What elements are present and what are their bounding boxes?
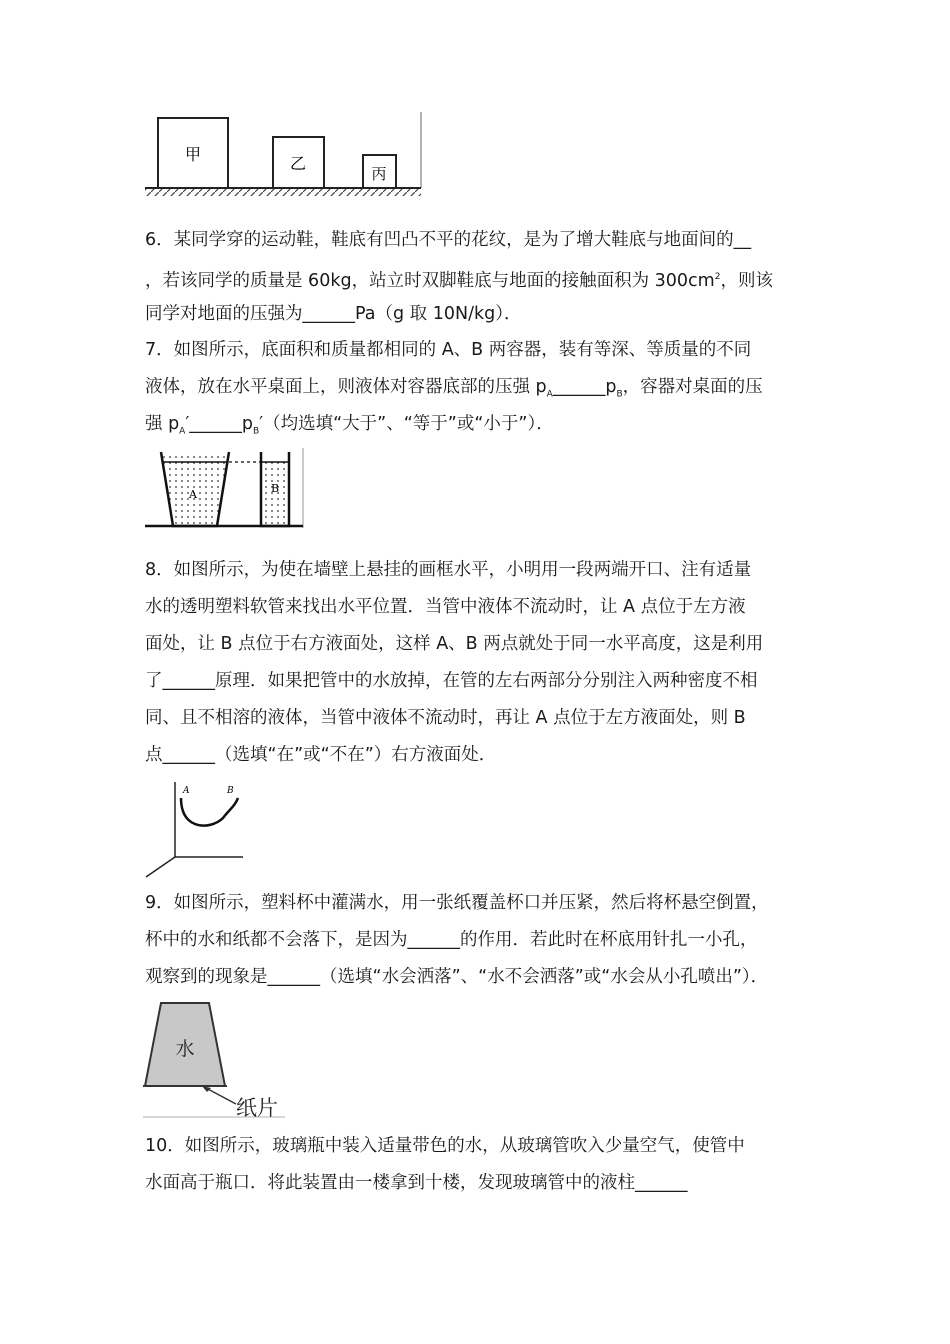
q8-line-6: 点______（选填“在”或“不在”）右方液面处．	[145, 745, 497, 765]
question-7	[145, 332, 815, 443]
blocks-figure	[143, 112, 425, 202]
question-10	[145, 1128, 815, 1202]
q10-line-1: 10．如图所示，玻璃瓶中装入适量带色的水，从玻璃管吹入少量空气，使管中	[145, 1136, 745, 1156]
q9-line-1: 9．如图所示，塑料杯中灌满水，用一张纸覆盖杯口并压紧，然后将杯悬空倒置，	[145, 893, 769, 913]
hose	[181, 798, 238, 826]
label-bing: 丙	[371, 165, 387, 183]
q9-line-2: 杯中的水和纸都不会落下，是因为______的作用．若此时在杯底用针扎一小孔，	[145, 930, 758, 950]
q6-line-2: ，若该同学的质量是 60kg，站立时双脚鞋底与地面的接触面积为 $300cm^2$，则该	[145, 270, 773, 291]
q8-line-1: 8．如图所示，为使在墙壁上悬挂的画框水平，小明用一段两端开口、注有适量	[145, 560, 752, 580]
q6-line-3: 同学对地面的压强为______Pa（g 取 10N/kg）．	[145, 304, 522, 324]
label-container-b: B	[271, 482, 280, 495]
containers-figure	[143, 448, 308, 533]
question-9	[145, 885, 815, 996]
question-6	[145, 222, 815, 333]
label-water: 水	[175, 1038, 195, 1060]
label-jia: 甲	[184, 145, 202, 164]
hose-figure	[143, 780, 248, 880]
q9-line-3: 观察到的现象是______（选填“水会洒落”、“水不会洒落”或“水会从小孔喷出”）．	[145, 967, 769, 987]
question-8	[145, 552, 815, 774]
label-point-b: B	[227, 786, 234, 796]
label-yi: 乙	[289, 154, 307, 173]
q8-line-4: 了______原理．如果把管中的水放掉，在管的左右两部分分别注入两种密度不相	[145, 671, 758, 691]
q8-line-2: 水的透明塑料软管来找出水平位置．当管中液体不流动时，让 A 点位于左方液	[145, 597, 746, 617]
cup-figure	[143, 997, 288, 1119]
q8-line-5: 同、且不相溶的液体，当管中液体不流动时，再让 A 点位于左方液面处，则 B	[145, 708, 746, 728]
q6-line-1: 6．某同学穿的运动鞋，鞋底有凹凸不平的花纹，是为了增大鞋底与地面间的__	[145, 230, 752, 250]
q10-line-2: 水面高于瓶口．将此装置由一楼拿到十楼，发现玻璃管中的液柱______	[145, 1173, 688, 1193]
q7-line-2: 液体，放在水平桌面上，则液体对容器底部的压强 $p_A\_\_\_\_\_\_p_B$，容器对桌面的压	[145, 377, 763, 400]
label-paper: 纸片	[236, 1096, 278, 1119]
q8-line-3: 面处，让 B 点位于右方液面处，这样 A、B 两点就处于同一水平高度，这是利用	[145, 634, 764, 654]
q7-line-3: 强 $p_A'\_\_\_\_\_\_p_B'$（均选填“大于”、“等于”或“小于”）．	[145, 414, 554, 437]
label-container-a: A	[189, 488, 197, 501]
label-point-a: A	[183, 786, 190, 796]
q7-line-1: 7．如图所示，底面积和质量都相同的 A、B 两容器，装有等深、等质量的不同	[145, 340, 752, 360]
